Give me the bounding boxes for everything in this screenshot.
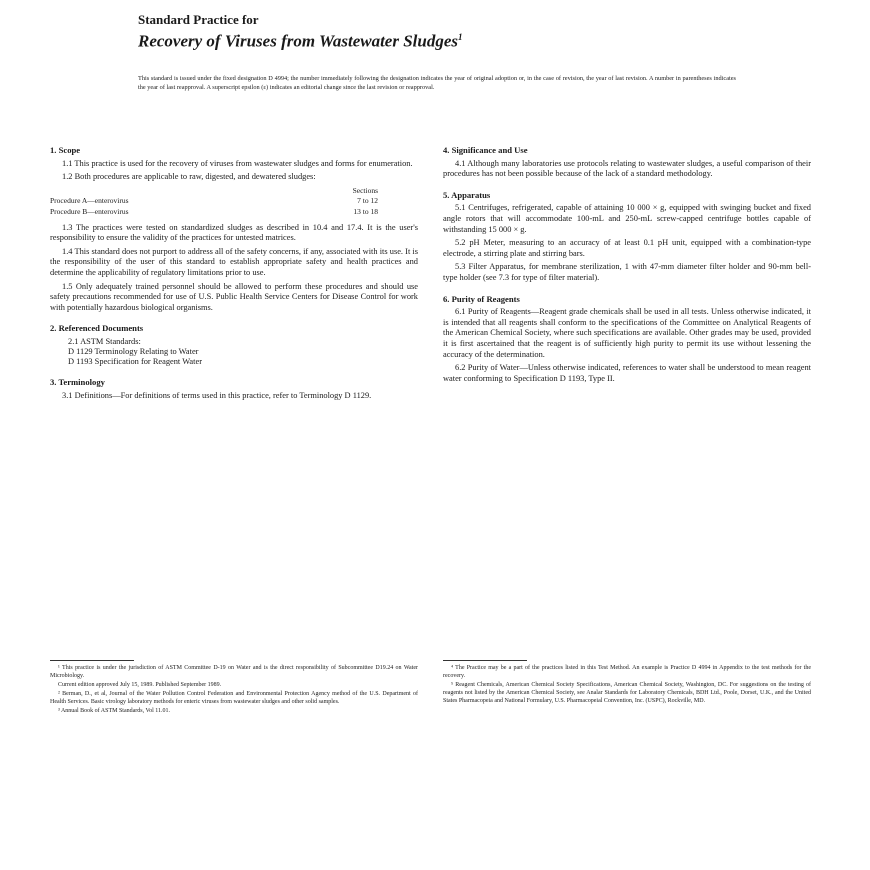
reference-item: 2.1 ASTM Standards: xyxy=(68,336,141,346)
title-footnote-mark: 1 xyxy=(458,32,463,42)
section-heading: 4. Significance and Use xyxy=(443,145,528,155)
table-header: Sections xyxy=(352,185,378,195)
footnote: ¹ This practice is under the jurisdiction of ASTM Committee D-19 on Water and is the direct responsibility of Subcommittee D19.24 on Water Microbiology. xyxy=(50,665,418,679)
designation-note: This standard is issued under the fixed designation D 4994; the number immediately following the designation indicates the year of original adoption or, in the case of revision, the year of last revision. A number in parentheses indicates the year of last reapproval. A superscript epsilon (ε) indicates an editorial change since the last revision or reapproval. xyxy=(138,75,736,91)
section-terminology xyxy=(50,377,418,401)
section-heading: 3. Terminology xyxy=(50,376,105,387)
section-heading: 1. Scope xyxy=(50,145,81,155)
table-cell-label: Procedure B—enterovirus xyxy=(50,206,129,216)
section-apparatus xyxy=(443,190,811,284)
paragraph: 6.2 Purity of Water—Unless otherwise indicated, references to water shall be understood to mean reagent water conforming to Specification D 1193, Type II. xyxy=(443,363,811,383)
footnote-rule xyxy=(50,660,134,661)
footnote: ³ Annual Book of ASTM Standards, Vol 11.01. xyxy=(58,708,171,714)
table-cell-value: 13 to 18 xyxy=(353,206,378,216)
table-cell-value: 7 to 12 xyxy=(357,196,378,206)
title-block xyxy=(138,12,738,52)
paragraph: 1.5 Only adequately trained personnel should be allowed to perform these procedures and should use safety precautions recommended for use of U.S. Public Health Service Centers for Disease Control for work with potentially hazardous biological organisms. xyxy=(50,281,418,312)
section-purity xyxy=(443,294,811,385)
procedure-table xyxy=(50,186,418,218)
paragraph: 1.2 Both procedures are applicable to raw, digested, and dewatered sludges: xyxy=(62,172,316,182)
title-line-2 xyxy=(138,27,738,52)
table-row xyxy=(50,207,418,218)
paragraph: 1.4 This standard does not purport to address all of the safety concerns, if any, associated with its use. It is the responsibility of the user of this standard to establish appropriate safety and health practices and determine the applicability of regulatory limitations prior to use. xyxy=(50,246,418,277)
footnote: ⁵ Reagent Chemicals, American Chemical Society Specifications, American Chemical Society, Washington, DC. For suggestions on the testing of reagents not listed by the American Chemical Society, see Analar Standards for Laboratory Chemicals, BDH Ltd., Poole, Dorset, U.K., and the United States Pharmacopeia and National Formulary, U.S. Pharmacopeial Convention, Inc. (USPC), Rockville, MD. xyxy=(443,682,811,704)
reference-item: D 1193 Specification for Reagent Water xyxy=(68,356,202,366)
footnotes-right xyxy=(443,660,811,706)
footnote-rule xyxy=(443,660,527,661)
section-significance xyxy=(443,145,811,180)
paragraph: 5.1 Centrifuges, refrigerated, capable of attaining 10 000 × g, equipped with swinging bucket and fixed angle rotors that will accommodate 100-mL and 250-mL screw-capped centrifuge bottles capable of withstanding 15 000 × g. xyxy=(443,203,811,234)
table-row xyxy=(50,196,418,207)
paragraph: 5.2 pH Meter, measuring to an accuracy of at least 0.1 pH unit, equipped with a combination-type electrode, a stirring plate and stirring bars. xyxy=(443,238,811,258)
left-column xyxy=(50,145,418,411)
section-heading: 6. Purity of Reagents xyxy=(443,293,520,304)
paragraph: 6.1 Purity of Reagents—Reagent grade chemicals shall be used in all tests. Unless otherwise indicated, it is intended that all reagents shall conform to the specifications of the Committee on Analytical Reagents of the American Chemical Society, where such specifications are available. Other grades may be used, provided it is first ascertained that the reagent is of sufficiently high purity to permit its use without lessening the accuracy of the determination. xyxy=(443,307,811,359)
paragraph: 5.3 Filter Apparatus, for membrane sterilization, 1 with 47-mm diameter filter holder and 90-mm bell-type holder (see 7.3 for type of filter material). xyxy=(443,262,811,282)
footnote: Current edition approved July 15, 1989. Published September 1989. xyxy=(58,682,222,688)
table-cell-label: Procedure A—enterovirus xyxy=(50,196,129,206)
title-line-1: Standard Practice for xyxy=(138,12,259,27)
footnotes-left xyxy=(50,660,418,716)
paragraph: 4.1 Although many laboratories use protocols relating to wastewater sludges, a useful comparison of their procedures has not been possible because of the lack of a standard methodology. xyxy=(443,158,811,179)
footnote: ⁴ The Practice may be a part of the practices listed in this Test Method. An example is Practice D 4994 in Appendix to the test methods for the recovery. xyxy=(443,665,811,679)
paragraph: 1.1 This practice is used for the recovery of viruses from wastewater sludges and forms for enumeration. xyxy=(62,158,413,168)
section-heading: 5. Apparatus xyxy=(443,189,491,200)
paragraph: 3.1 Definitions—For definitions of terms used in this practice, refer to Terminology D 1129. xyxy=(62,390,372,400)
footnote: ² Berman, D., et al, Journal of the Water Pollution Control Federation and Environmental Protection Agency method of the U.S. Department of Health Services. Basic virology laboratory methods for enteric viruses from wastewater sludges and other solid samples. xyxy=(50,691,418,705)
section-referenced-documents xyxy=(50,323,418,367)
section-scope xyxy=(50,145,418,313)
section-heading: 2. Referenced Documents xyxy=(50,323,144,334)
paragraph: 1.3 The practices were tested on standardized sludges as described in 10.4 and 17.4. It is the user's responsibility to ensure the validity of the practices for untested matrices. xyxy=(50,222,418,243)
title-text: Recovery of Viruses from Wastewater Sludges xyxy=(138,31,459,51)
reference-item: D 1129 Terminology Relating to Water xyxy=(68,346,199,356)
right-column xyxy=(443,145,811,394)
